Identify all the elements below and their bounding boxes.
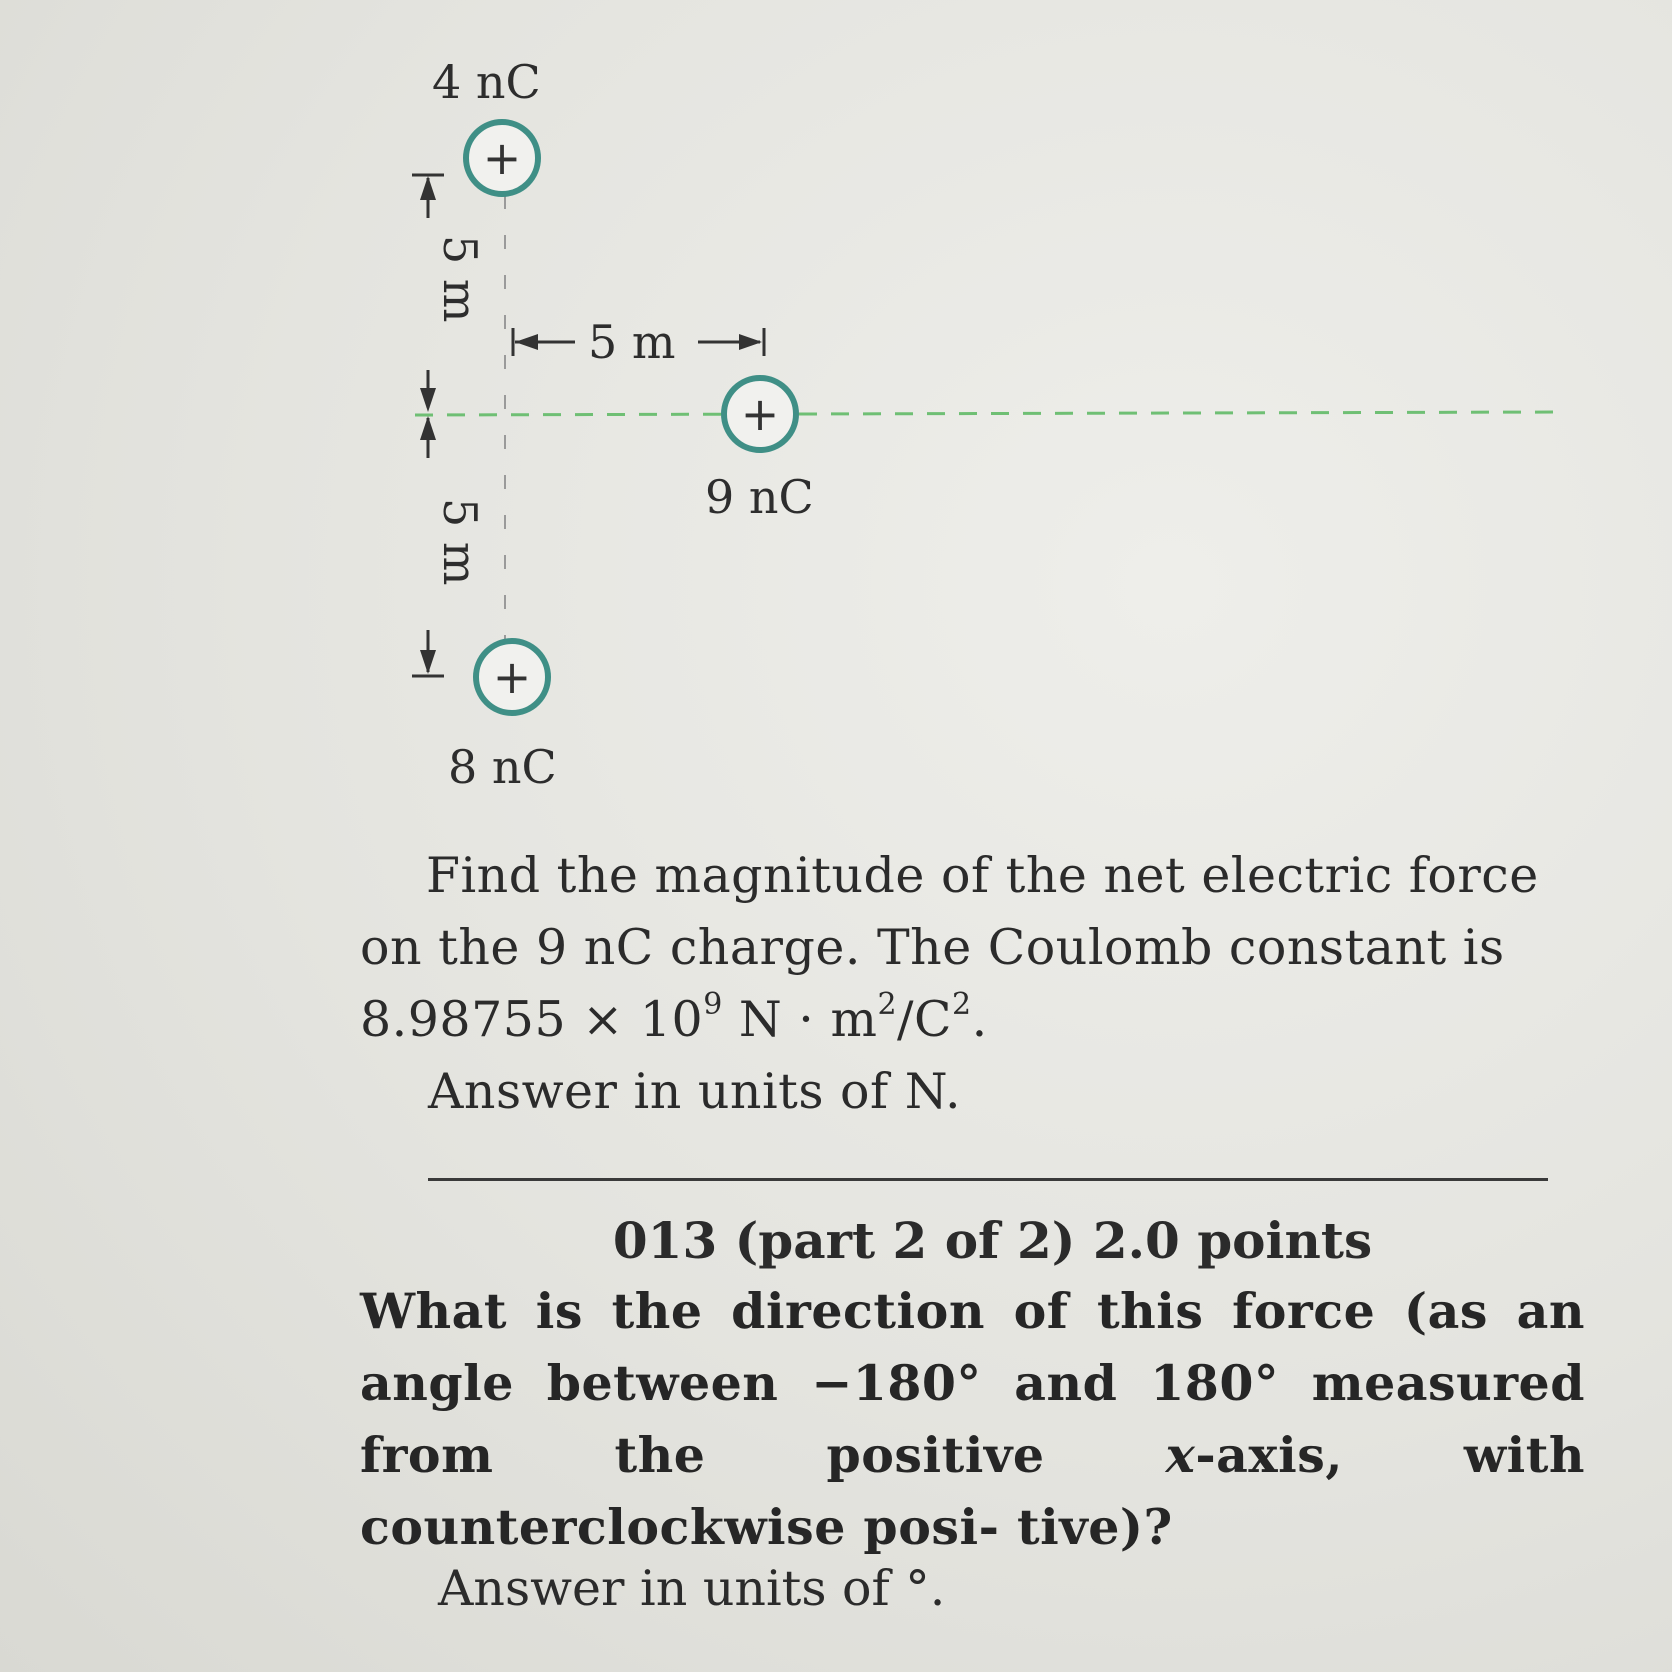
charge-8nc: [448, 641, 557, 794]
divider-rule: [428, 1178, 1548, 1181]
vertical-dimension-top: [412, 175, 487, 412]
vertical-bottom-label: 5 m: [433, 498, 487, 586]
charge-4nc-sign: +: [482, 131, 522, 185]
horizontal-label: 5 m: [588, 315, 676, 369]
horizontal-dashed-line: [415, 412, 1560, 415]
part2-answer-units: Answer in units of °.: [438, 1560, 946, 1617]
part1-question: [360, 840, 1585, 1128]
part1-answer-units: Answer in units of N.: [428, 1063, 962, 1120]
vertical-dimension-bottom: [412, 416, 487, 676]
charge-9nc-label: 9 nC: [705, 470, 814, 524]
part2-question: What is the direction of this force (as an angle between −180° and 180° measured from the positive x-axis, with counterclockwise posi- tive)?: [360, 1282, 1585, 1556]
x-variable: x: [1165, 1426, 1196, 1484]
part1-question-line1: Find the magnitude of the net electric force: [426, 847, 1539, 904]
charge-8nc-sign: +: [492, 650, 532, 704]
horizontal-dimension: [513, 315, 764, 369]
vertical-top-label: 5 m: [433, 235, 487, 323]
part2-header: 013 (part 2 of 2) 2.0 points: [612, 1211, 1373, 1270]
part1-question-line2: on the 9 nC charge. The Coulomb constant is: [360, 919, 1505, 976]
charge-4nc: [432, 55, 541, 194]
charge-4nc-label: 4 nC: [432, 55, 541, 109]
charge-9nc-sign: +: [740, 387, 780, 441]
charge-9nc: [705, 378, 814, 524]
charge-8nc-label: 8 nC: [448, 740, 557, 794]
coulomb-constant: $8.98755 \times 10^9$ $N \cdot m^2/C^2$.: [360, 987, 988, 1048]
charge-diagram: [0, 0, 1672, 800]
